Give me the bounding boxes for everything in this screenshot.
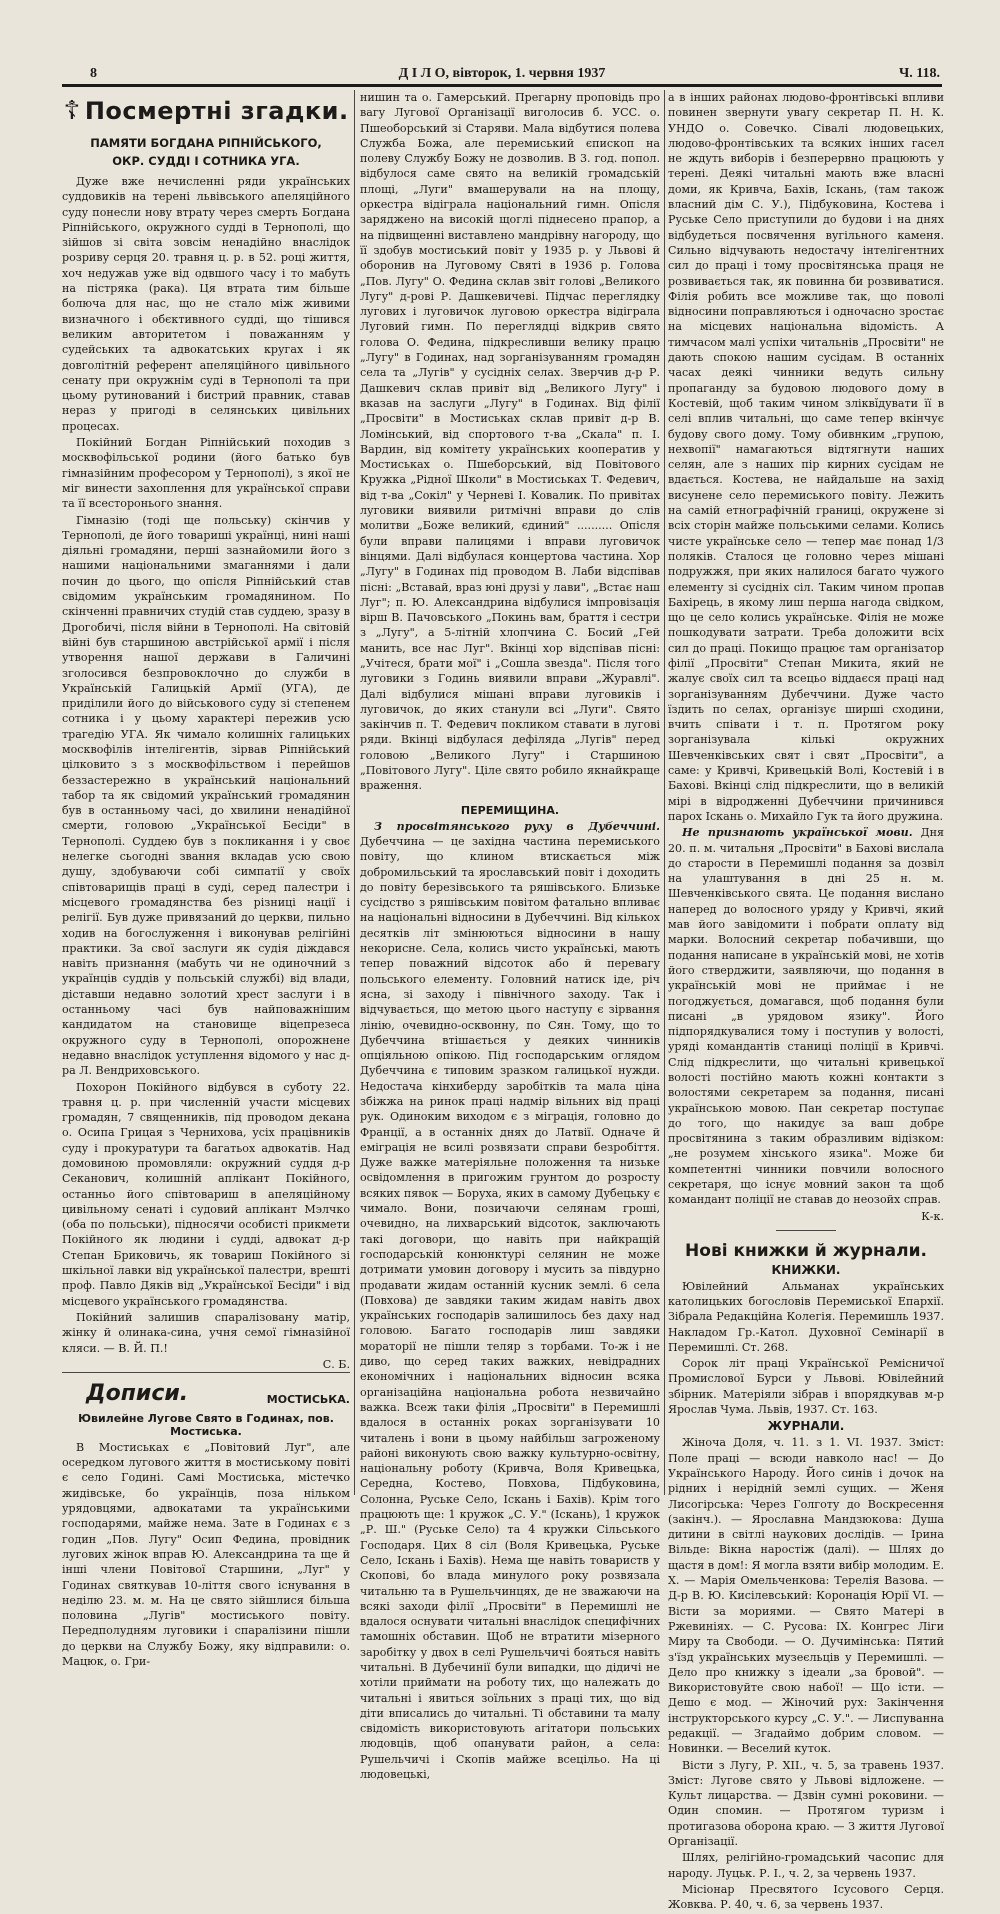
issue-number: Ч. 118. [898,66,940,81]
paragraph: Покійний Богдан Ріпнійський походив з москвофільської родини (його батько був гімназійним професором у Тернополі), з якої не міг винести захоплення для української справи та її всесторонього знання. [62,436,350,511]
column-1 [62,90,350,1670]
article-heading: Ювилейне Лугове Свято в Годинах, пов. Мостиська. [78,1411,334,1438]
journal-entry: Місіонар Пресвятого Ісусового Серця. Жовква. Р. 40, ч. 6, за червень 1937. [668,1882,944,1912]
paragraph: а в інших районах людово-фронтівські впливи повинен звернути увагу секретар П. Н. К. УНДО о. Совечко. Сівалі людовецьких, людово-фронтівських та всяких інших гасел не ждуть виборів і безперервно працюють у терені. Деякі читальні мають вже власні доми, як Кривча, Бахів, Іскань, (там також власний дім С. У.), Підбуковина, Костева і Руське Село приступили до будови і на днях відбудеться посвячення вугільного каменя. Сильно відчувають недостачу інтелігентних сил до праці і тому просвітянська праця не розвивається так, як повинна би розвиватися. Філія робить все можливе так, що поволі відносини поправляються і одночасно зростає на місцевих національна відомість. А тимчасом малі успіхи читальнів „Просвіти" не дають спокою нашим сусідам. В останніх часах деякі чинники ведуть сильну пропаганду за будовою людового дому в Костевій, щоб таким чином злікві̆дувати її в селі вплив читальні, що саме тепер вкінчує будову свого дому. Тому обивнким „групою, нехвопії" намагаються відтягнути наших селян, але з наших пір кирних сусідам не вдається. Костева, не найдальше на захід висунене село перемиського повіту. Лежить на самій етнографічній границі, окружене зі всіх сторін майже польськими селами. Колись чисте українське село — тепер має понад 1/3 поляків. Сталося це головно через мішані подружжя, при яких налилося багато чужого елементу зі сусідніх сіл. Таким чином пропав Бахірець, в якому лиш перша нагода свідком, що це село колись українське. Філія не може пошкодувати затрати. Треба доложити всіх сил до праці. Покищо працює там організатор філії „Просвіти" Степан Микита, який не жалує своїх сил та всецьо віддаєся праці над зорганізуванням Дубеччини. Дуже часто їздить по селах, організує ширші сходини, вчить співати і т. п. Протягом року зорганізувала кількі окружних Шевченківських свят і свят „Просвіти", а саме: у Кривчі, Кривецькій Волі, Костевій і в Бахові. Вкінці слід підкреслити, що в великій мірі в відродженні Дубеччини причинився парох Іскань о. Михайло Гук та його дружина. [668,91,944,823]
paragraph [668,825,944,1207]
signature-initials: С. Б. [322,1357,350,1371]
obituary-subtitle: ПАМЯТИ БОГДАНА РІПНІЙСЬКОГО, [90,136,322,150]
column-3 [668,90,944,1914]
journal-entry: Вісти з Лугу, Р. XII., ч. 5, за травень 1937. Зміст: Лугове свято у Львові відложене. — Культ лицарства. — Дзвін сумні роковини. — Один спомин. — Протягом туризм і протигазова оборона краю. — З життя Лугової Організації. [668,1758,944,1849]
obituary-subtitle: ОКР. СУДДІ І СОТНИКА УГА. [112,154,300,168]
article-runin: З просвітянського руху в Дубеччині. [374,819,660,833]
reports-heading: Дописи. [86,1380,189,1406]
article-runin: Не признають української мови. [682,826,913,840]
book-entry: Сорок літ праці Української Ремісничої Промислової Бурси у Львові. Ювілейний збірник. Матеріяли зібрав і впорядкував м-р Ярослав Чума. Львів, 1937. Ст. 163. [668,1357,944,1417]
page-number: 8 [90,66,97,81]
obituary-heading [62,96,350,126]
paragraph: В Мостиськах є „Повітовий Луг", але осередком лугового життя в мостиському повіті є село Годині. Самі Мостиська, містечко жидівське, бо українців, поза нільком урядовцями, адвокатами та українськими господарями, майже нема. Зате в Годинах є з годин „Пов. Лугу" Осип Федина, провідник лугових жінок вправ Ю. Александрина та ще й інші члени Повітової Старшини, „Луг" у Годинах святкував 10-ліття свого існування в неділю 23. м. м. На це свято зійшлися більша половина „Лугів" мостиського повіту. Передполудням луговики і спаралізини пішли до церкви на Службу Божу, яку відправили: о. Мацюк, о. Гри- [62,1440,350,1669]
signature [668,1209,944,1224]
column-rule [664,90,665,1495]
signature-initials: К-к. [921,1209,944,1223]
masthead-title: Д І Л О, вівторок, 1. червня 1937 [398,66,606,81]
journal-entry: Шлях, релігійно-громадський часопис для народу. Луцьк. Р. І., ч. 2, за червень 1937. [668,1851,944,1880]
masthead [62,62,942,87]
paragraph-text: Дубеччина — це західна частина перемиського повіту, що клином втискається між добромильський та ярославський повіт і доходить до повіту березівського та ряшівського. Близьке сусідство з ряшівським повітом фатально впливає на національні відносини в Дубеччині. Від кількох десятків літ змінюються відносини в нашу некорисне. Села, колись чисто українські, мають тепер поважний відсоток або й перевагу польського елементу. Головний натиск іде, річ ясна, зі заходу і північного заходу. Так і відчувається, що метою цього наступу є зірвання лінію, очевидно-осквонну, по Сян. Тому, що то Дубеччина втішається у деяких чинників опціяльною опікою. Під господарським оглядом Дубеччина є типовим зразком галицької нужди. Недостача кінхиберду заробітків та мала ціна збіжжа на ринок праці надмір вільних від праці рук. Одиноким виходом є з міграція, головно до Франції, а в останніх днях до Латвії. Одначе й еміграція не всилі розвязати справи безробіття. Дуже важке матеріяльне положення та низьке освідомлення в пригожим грунтом до розросту всяких пявок — Боруха, яких в самому Дубецьку є чимало. Вони, позичаючи селянам гроші, очевидно, на лихварський відсоток, заключають такі договори, що навіть при найкращій господарській конюнктурі селянин не може дотримати умовин договору і мусить за півдурно продавати жидам останній кусник землі. 6 села (Повхова) де завдяки таким жидам навіть двох українських господарів залишилось без даху над головою. Багато господарів лиш завдяки мораторії не пішли теляр з торбами. То-ж і не диво, що серед таких важких, невідрадних економічних і національних відносин всяка організаційна національна робота незвичайно важка. Всеж таки філія „Просвіти" в Перемишлі вдалося в останніх роках зорганізувати 10 читалень і вони в цьому найбільш загроженому районі виконують свою важку культурно-освітну, національну роботу (Кривча, Воля Кривецька, Середна, Костево, Повхова, Підбуковина, Солонна, Руське Село, Іскань і Бахів). Крім того працюють ще: 1 кружок „С. У." (Іскань), 1 кружок „Р. Ш." (Руське Село) та 4 кружки Сільського Господаря. Цих 8 сіл (Воля Кривецька, Руське Село, Іскань і Бахів). Нема ще навіть товариств у Скопові, бо влада минулого року розвязала читальню та в Рушельчинцях, де не зважаючи на всякі заходи філії „Просвіти" в Перемишлі не вдалося оснувати читальні внаслідок специфічних тамошніх обставин. Щоб не втратити мізерного заробітку у двох в селі Рушельчичі бояться навіть читальні. В Дубечинії були випадки, що дідичі не хотіли приймати на роботу тих, що належать до читальні і явиться зоїльних з праці тих, що від діти вписались до читальні. Ті обставини та малу свідомість використовують агітатори польських людовців, щоб опанувати район, а села: Рушельчичі і Скопів майже всецільо. На ці людовецькі, [360,834,660,1782]
paragraph: Покійний залишив спаралізовану матір, жінку й олинака-сина, учня семої гімназійної кляси. — В. Й. П.! [62,1310,350,1355]
paragraph [360,819,660,1783]
column-rule [354,90,355,1495]
obituary-heading-text: Посмертні згадки. [84,97,349,125]
reports-header [62,1372,350,1406]
paragraph: нишин та о. Гамерський. Прегарну проповідь про вагу Лугової Організації виголосив б. УСС. о. Пшеоборський зі Старяви. Мала відбутися полева Служба Божа, але перемиський єпископ на полеву Службу Божу не дозволив. В 3. год. попол. відбулося саме свято на великій громадській площі, „Луги" вмашерували на на площу, оркестра відіграла національний гимн. Опісля заряджено на високій щоглі піднесено прапор, а на підвищенні виставлено мандрівну нагороду, що її здобув мостиський повіт у 1935 р. у Львові й оборонив на Луговому Святі в 1936 р. Голова „Пов. Лугу" О. Федина склав звіт голові „Великого Лугу" д-рові Р. Дашкевичеві. Підчас переглядку лугових і луговичок луговою оркестра відіграла Луговий гимн. По переглядці відкрив свято голова О. Федина, підкресливши велику працю „Лугу" в Годинах, над зорганізуванням громадян села та „Лугів" у сусідніх селах. Зверчив д-р Р. Дашкевич склав привіт від „Великого Лугу" і вказав на заслуги „Лугу" в Годинах. Від філії „Просвіти" в Мостиськах склав привіт д-р В. Ломінський, від спортового т-ва „Скала" п. І. Вардин, від комітету українських кооператив у Мостиськах о. Пшеборський, від Повітового Кружка „Рідної Школи" в Мостиськах Т. Федевич, від т-ва „Сокіл" у Черневі І. Ковалик. По привітах луговики виявили ритмічні вправи до слів молитви „Боже великий, єдиний" .......... Опісля були вправи палицями і вправи луговичок вінцями. Далі відбулася концертова частина. Хор „Лугу" в Годинах під проводом В. Лаби відспівав пісні: „Вставай, враз юні друзі у лави", „Встає наш Луг"; п. Ю. Александрина відбулися імпровізація вірш В. Пачовського „Покинь вам, браття і сестри з „Лугу", а 5-літній хлопчина С. Босий „Гей манить, все нас Луг". Вкінці хор відспівав пісні: „Учітеся, брати мої" і „Сошла звезда". Після того луговики з Годинь виявили вправи „Журавлі". Далі відбулися мішані вправи луговиків і луговичок, до яких станули всі „Луги". Свято закінчив п. Т. Федевич покликом ставати в лугові ряди. Вкінці відбулася дефіляда „Лугів" перед головою „Великого Лугу" і Старшиною „Повітового Лугу". Ціле свято робило якнайкраще враження. [360,91,660,793]
signature [62,1357,350,1372]
books-journals-heading: Нові книжки й журнали. [685,1240,927,1261]
book-entry: Ювілейний Альманах українських католицьких богословів Перемиської Епархії. Зібрала Редакційна Колегія. Перемишль 1937. Накладом Гр.-Катол. Духовної Семінарії в Перемишлі. Ст. 268. [668,1279,944,1354]
paragraph: Похорон Покійного відбувся в суботу 22. травня ц. р. при численній участи місцевих громадян, 7 священників, під проводом декана о. Осипа Грицая з Чернихова, усіх працівників суду і прокуратури та багатьох адвокатів. Над домовиною промовляли: окружний суддя д-р Секанович, колишній аплікант Покійного, останньо його співтовариш в апеляційному цивільному сенаті і судовий аплікант Мэлчко (оба по польськи), підносячи особисті прикмети Покійного як людини і судді, адвокат д-р Степан Бриковичь, як товариш Покійного зі шкільної лавки від української палестри, врешті проф. Павло Дяків від „Української Бесіди" і від місцевого українського громадянства. [62,1080,350,1308]
paragraph: Дуже вже нечисленні ряди українських суддовиків на терені львівського апеляційного суду понесли нову втрату через смерть Богдана Ріпнійського, окружного судді в Тернополі, що зійшов зі світа зовсім ненадійно внаслідок розриву серця 20. травня ц. р. в 52. році життя, хоч недужав уже від одвшого часу і то мабуть на пістряка (рака). Ця втрата тим більше болюча для нас, що не стало між живими визначного і обєктивного судді, що тішився великим авторитетом і поважанням у судейських та адвокатських кругах і як довголітній референт апеляційного цивільного сенату при окружнім суді в Тернополі та при цьому рутинований і бистрий правник, ставав нераз у пригоді в селянських цивільних процесах. [62,175,350,433]
journal-entry: Жіноча Доля, ч. 11. з 1. VI. 1937. Зміст: Поле праці — всюди навколо нас! — До Українського Народу. Його синів і дочок на рідних і нерідній землі сущих. — Женя Лисогірська: Через Голготу до Воскресення (закінч.). — Ярославна Мандзюкова: Душа дитини в світлі наукових дослідів. — Ірина Вільде: Вікна наростіж (далі). — Шлях до щастя в дом!: Я могла взяти вибір молодим. Е. Х. — Марія Омельченкова: Терелія Вазова. — Д-р В. Ю. Кисілевський: Коронація Юрії VI. — Вісти за мориями. — Свято Матері в Ржевиніях. — С. Русова: IX. Конгрес Ліги Миру та Свободи. — О. Дучимінська: Пятий з'їзд українських музеєльців у Перемишлі. — Дело про книжку з ідеали „за бровой". — Використовуйте свою набої! — Що істи. — Дешо є мод. — Жіночий рух: Закінчення інструкторського курсу „С. У.". — Лиспуванна редакції. — Згадаймо добрим словом. — Новинки. — Веселий куток. [668,1436,944,1756]
paragraph-text: Дня 20. п. м. читальня „Просвіти" в Бахові вислала до старости в Перемишлі подання за дозвіл на улаштування в дні 25 н. м. Шевченківського свята. Це подання вислано наперед до волосного уряду у Кривчі, який мав його завідомити і побрати оплату від марки. Волосний секретар побачивши, що подання написане в українській мові, не хотів його стверджити, заявляючи, що подання в українській мові не приймає і не погоджується, домагався, щоб подання були писані „в урядовом язику". Його підпорядкувалися тому і поступив у волості, уряді командантів станиці поліції в Кривчі. Слід підкреслити, що читальні кривецької волості постійно мають кожні контакти з волостями секретарем за подання, писані українською мовою. Пан секретар поступає до того, що накидує за ваш добре просвітянина з таким образливим відізком: „не розумем хінського язика". Може би компетентні чинники повчили волосного секретаря, що існує мовний закон та щоб командант поліції не ставав до неозойх справ. [668,826,944,1207]
column-2 [360,90,660,1783]
cross-icon: ☦ [63,96,81,126]
place-heading: ПЕРЕМИЩИНА. [460,803,560,817]
divider [776,1230,836,1231]
journals-heading: ЖУРНАЛИ. [767,1419,845,1434]
place-heading: МОСТИСЬКА. [266,1392,350,1406]
books-heading: КНИЖКИ. [771,1262,841,1277]
paragraph: Гімназію (тоді ще польську) скінчив у Тернополі, де його товариші українці, нині наші діяльні громадяни, перші зазнайомили його з нашими національними змаганнями і дали почин до цього, що опісля Ріпнійський став свідомим українським громадянином. По скінченні правничих студій став суддею, зразу в Дрогобичі, після війни в Тернополі. На світовій війні був старшиною австрійської армії і після утворення нашої держави в Галичині зголосився безпровоклочно до служби в Українській Галицькій Армії (УГА), де приділили його до військового суду зі степенем сотника і у цьому характері пережив усю трагедію УГА. Як чимало колишніх галицьких москвофілів інтелігентів, зірвав Ріпнійський цілковито з з москвофільством і перейшов беззастережно в український національний табор та як свідомий український громадянин був в останньому часі, до хвилини ненадійної смерти, головою „Української Бесіди" в Тернополі. Суддею був з покликання і у своє нелегке сьогодні звання вкладав усю свою душу, здобуваючи собі симпатії у своїх співтоварищів праці в суді, серед палестри і місцевого громадянства без різниці нації і релігії. Був дуже привязаний до церкви, пильно ходив на богослуження і виконував релігійні практики. За свої заслуги як судія діждався навіть признання (мабуть чи не одиночний з українців суддів у польській службі) від влади, діставши недавно золотий хрест заслуги і в останньому часі був найповажнішим кандидатом на становище віцепрезеса окружного суду в Тернополі, опорожнене недавно внаслідок уступлення відомого у нас д-ра Л. Вендриховського. [62,513,350,1078]
